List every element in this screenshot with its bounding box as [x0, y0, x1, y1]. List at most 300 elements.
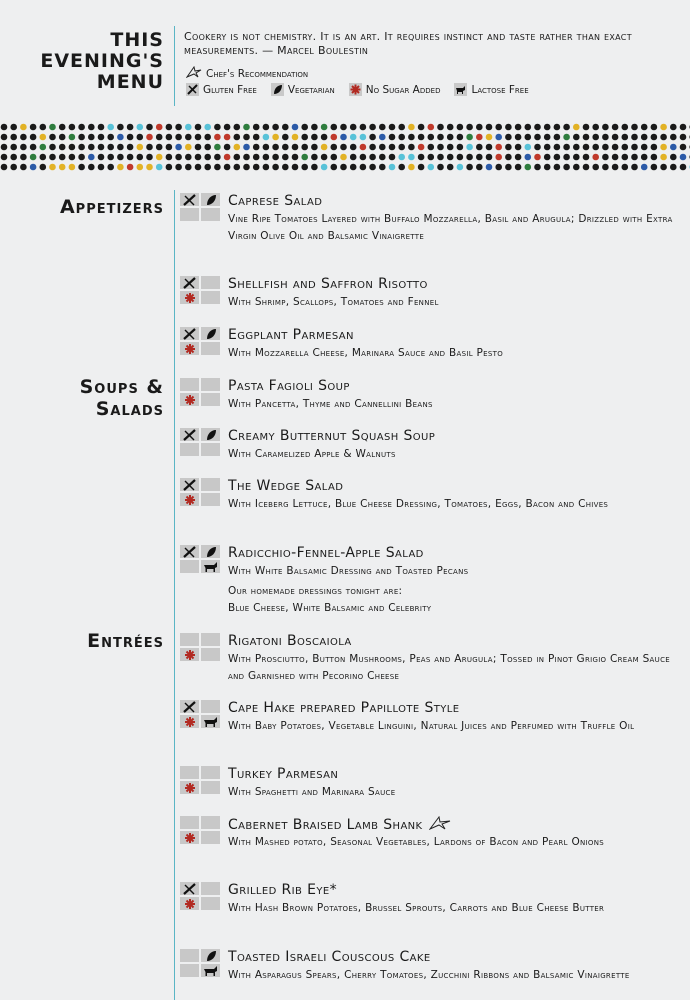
item-description: With Mozzarella Cheese, Marinara Sauce and Basil Pesto	[228, 347, 504, 359]
vegetarian-icon	[205, 950, 217, 962]
no-sugar-icon	[184, 394, 196, 406]
pattern-dot	[437, 134, 444, 141]
diet-icon-cell	[180, 276, 199, 289]
legend-gluten-free	[186, 83, 257, 96]
vegetarian-icon	[205, 546, 217, 558]
pattern-dot	[457, 164, 464, 171]
pattern-dot	[612, 164, 619, 171]
diet-icon-cell	[201, 393, 220, 406]
diet-icon-cell	[180, 964, 199, 977]
item-description: With Pancetta, Thyme and Cannellini Beans	[228, 398, 433, 410]
pattern-dot	[40, 124, 47, 131]
pattern-dot	[505, 134, 512, 141]
pattern-dot	[59, 134, 66, 141]
pattern-dot	[418, 144, 425, 151]
pattern-dot	[670, 164, 677, 171]
pattern-dot	[428, 124, 435, 131]
pattern-dot	[214, 144, 221, 151]
diet-icon-cell	[180, 327, 199, 340]
diet-icon-cell	[201, 715, 220, 728]
pattern-dot	[98, 134, 105, 141]
pattern-dot	[156, 144, 163, 151]
pattern-dot	[340, 164, 347, 171]
pattern-dot	[107, 124, 114, 131]
diet-icon-cell	[180, 545, 199, 558]
pattern-dot	[127, 164, 134, 171]
vegetarian-icon	[205, 194, 217, 206]
diet-badge	[180, 428, 220, 456]
pattern-dot	[282, 134, 289, 141]
pattern-dot	[214, 154, 221, 161]
diet-icon-cell	[180, 633, 199, 646]
lactose-free-icon	[203, 561, 219, 573]
pattern-dot	[602, 164, 609, 171]
pattern-dot	[69, 134, 76, 141]
item-description: Vine Ripe Tomatoes Layered with Buffalo Mozzarella, Basil and Arugula; Drizzled with Extra Virgin Olive Oil and Balsamic Vinaigrette	[228, 213, 673, 242]
diet-icon-cell	[180, 478, 199, 491]
pattern-dot	[137, 144, 144, 151]
pattern-dot	[253, 124, 260, 131]
pattern-dot	[253, 134, 260, 141]
pattern-dot	[166, 154, 173, 161]
pattern-dot	[234, 134, 241, 141]
pattern-dot	[544, 124, 551, 131]
pattern-dot	[534, 134, 541, 141]
diet-icon-cell	[201, 964, 220, 977]
item-name: Eggplant Parmesan	[228, 327, 354, 343]
pattern-dot	[515, 124, 522, 131]
legend	[186, 83, 543, 96]
pattern-dot	[301, 144, 308, 151]
pattern-dot	[282, 144, 289, 151]
pattern-dot	[69, 144, 76, 151]
pattern-dot	[127, 124, 134, 131]
pattern-dot	[641, 144, 648, 151]
pattern-dot	[602, 134, 609, 141]
pattern-dot	[20, 144, 27, 151]
pattern-dot	[311, 164, 318, 171]
diet-icon-cell	[201, 276, 220, 289]
diet-icon-cell	[201, 949, 220, 962]
pattern-dot	[156, 154, 163, 161]
pattern-dot	[428, 164, 435, 171]
diet-icon-cell	[180, 393, 199, 406]
pattern-dot	[476, 124, 483, 131]
pattern-dot	[612, 144, 619, 151]
pattern-dot	[243, 164, 250, 171]
pattern-dot	[137, 164, 144, 171]
pattern-dot	[505, 144, 512, 151]
pattern-dot	[631, 144, 638, 151]
item-name	[228, 816, 451, 834]
pattern-dot	[680, 154, 687, 161]
diet-badge	[180, 378, 220, 406]
pattern-dot	[544, 154, 551, 161]
section-title-soups	[0, 376, 164, 420]
pattern-dot	[437, 154, 444, 161]
pattern-dot	[185, 124, 192, 131]
pattern-dot	[10, 124, 17, 131]
pattern-dot	[107, 164, 114, 171]
pattern-dot	[30, 124, 37, 131]
section-title-appetizers: Appetizers	[59, 196, 164, 218]
pattern-dot	[1, 164, 8, 171]
pattern-dot	[59, 154, 66, 161]
pattern-dot	[59, 144, 66, 151]
pattern-dot	[660, 164, 667, 171]
pattern-dot	[389, 164, 396, 171]
pattern-dot	[660, 124, 667, 131]
diet-icon-cell	[201, 882, 220, 895]
pattern-dot	[428, 144, 435, 151]
pattern-dot	[408, 154, 415, 161]
pattern-dot	[350, 124, 357, 131]
pattern-dot	[204, 164, 211, 171]
pattern-dot	[321, 154, 328, 161]
pattern-dot	[360, 154, 367, 161]
pattern-dot	[515, 154, 522, 161]
gluten-free-icon	[186, 83, 199, 96]
pattern-dot	[544, 144, 551, 151]
diet-icon-cell	[180, 648, 199, 661]
pattern-dot	[234, 164, 241, 171]
pattern-dot	[408, 134, 415, 141]
pattern-dot	[651, 144, 658, 151]
diet-icon-cell	[201, 560, 220, 573]
pattern-dot	[389, 144, 396, 151]
pattern-dot	[525, 134, 532, 141]
pattern-dot	[631, 164, 638, 171]
pattern-dot	[20, 154, 27, 161]
pattern-dot	[641, 154, 648, 161]
section-title-line: Salads	[95, 398, 164, 420]
diet-icon-cell	[201, 342, 220, 355]
section-title-entrees: Entrées	[87, 630, 164, 652]
pattern-dot	[243, 154, 250, 161]
pattern-dot	[389, 134, 396, 141]
pattern-dot	[418, 124, 425, 131]
pattern-dot	[466, 154, 473, 161]
pattern-dot	[515, 144, 522, 151]
pattern-dot	[214, 164, 221, 171]
pattern-dot	[622, 164, 629, 171]
pattern-dot	[631, 124, 638, 131]
pattern-dot	[282, 164, 289, 171]
pattern-dot	[311, 144, 318, 151]
pattern-dot	[457, 154, 464, 161]
pattern-dot	[156, 124, 163, 131]
lactose-free-icon	[203, 965, 219, 977]
pattern-dot	[40, 164, 47, 171]
diet-icon-cell	[201, 766, 220, 779]
pattern-dot	[1, 134, 8, 141]
pattern-dot	[204, 144, 211, 151]
pattern-dot	[573, 134, 580, 141]
pattern-dot	[398, 164, 405, 171]
pattern-dot	[292, 134, 299, 141]
no-sugar-icon	[184, 343, 196, 355]
pattern-dot	[10, 164, 17, 171]
pattern-dot	[573, 124, 580, 131]
pattern-dot	[59, 164, 66, 171]
pattern-dot	[282, 154, 289, 161]
vegetarian-icon	[205, 429, 217, 441]
pattern-dot	[563, 164, 570, 171]
pattern-dot	[554, 154, 561, 161]
pattern-dot	[204, 134, 211, 141]
pattern-dot	[525, 124, 532, 131]
pattern-dot	[495, 134, 502, 141]
pattern-dot	[49, 164, 56, 171]
pattern-dot	[631, 134, 638, 141]
legend-vegetarian-label: Vegetarian	[287, 83, 335, 96]
pattern-dot	[447, 144, 454, 151]
pattern-dot	[554, 144, 561, 151]
pattern-dot	[107, 154, 114, 161]
pattern-dot	[78, 154, 85, 161]
item-description: With Hash Brown Potatoes, Brussel Sprouts, Carrots and Blue Cheese Butter	[228, 902, 605, 914]
diet-badge	[180, 700, 220, 728]
pattern-dot	[10, 144, 17, 151]
diet-badge	[180, 327, 220, 355]
pattern-dot	[98, 124, 105, 131]
pattern-dot	[234, 124, 241, 131]
diet-icon-cell	[201, 193, 220, 206]
pattern-dot	[428, 154, 435, 161]
pattern-dot	[651, 124, 658, 131]
pattern-dot	[301, 154, 308, 161]
pattern-dot	[379, 154, 386, 161]
pattern-dot	[495, 154, 502, 161]
pattern-dot	[505, 124, 512, 131]
pattern-dot	[360, 134, 367, 141]
legend-lactose-free-label: Lactose Free	[471, 83, 529, 96]
diet-badge	[180, 766, 220, 794]
diet-badge	[180, 276, 220, 304]
pattern-dot	[379, 164, 386, 171]
pattern-dot	[563, 154, 570, 161]
item-name: Shellfish and Saffron Risotto	[228, 276, 428, 292]
pattern-dot	[117, 164, 124, 171]
pattern-dot	[379, 144, 386, 151]
pattern-dot	[20, 134, 27, 141]
pattern-dot	[253, 164, 260, 171]
pattern-dot	[253, 154, 260, 161]
pattern-dot	[379, 124, 386, 131]
pattern-dot	[622, 154, 629, 161]
pattern-dot	[204, 124, 211, 131]
diet-icon-cell	[201, 378, 220, 391]
pattern-dot	[447, 154, 454, 161]
pattern-dot	[408, 144, 415, 151]
pattern-dot	[185, 134, 192, 141]
item-name-text: Cabernet Braised Lamb Shank	[228, 817, 423, 833]
pattern-dot	[88, 164, 95, 171]
pattern-dot	[98, 164, 105, 171]
pattern-dot	[311, 154, 318, 161]
pattern-dot	[583, 144, 590, 151]
pattern-dot	[263, 154, 270, 161]
pattern-dot	[340, 154, 347, 161]
pattern-dot	[622, 134, 629, 141]
pattern-dot	[486, 144, 493, 151]
pattern-dot	[127, 144, 134, 151]
pattern-dot	[243, 144, 250, 151]
pattern-dot	[166, 164, 173, 171]
pattern-dot	[554, 164, 561, 171]
item-description: With Baby Potatoes, Vegetable Linguini, Natural Juices and Perfumed with Truffle Oil	[228, 720, 635, 732]
pattern-dot	[592, 144, 599, 151]
pattern-dot	[321, 164, 328, 171]
diet-badge	[180, 633, 220, 661]
pattern-dot	[107, 134, 114, 141]
pattern-dot	[185, 154, 192, 161]
legend-gluten-free-label: Gluten Free	[203, 83, 257, 96]
pattern-dot	[292, 154, 299, 161]
pattern-dot	[476, 154, 483, 161]
pattern-dot	[486, 124, 493, 131]
pattern-dot	[243, 134, 250, 141]
pattern-dot	[641, 124, 648, 131]
pattern-dot	[602, 144, 609, 151]
pattern-dot	[670, 134, 677, 141]
pattern-dot	[340, 124, 347, 131]
pattern-dot	[166, 124, 173, 131]
pattern-dot	[670, 154, 677, 161]
pattern-dot	[146, 134, 153, 141]
legend-no-sugar-label: No Sugar Added	[365, 83, 441, 96]
pattern-dot	[10, 134, 17, 141]
diet-icon-cell	[201, 428, 220, 441]
gluten-free-icon	[182, 701, 198, 713]
pattern-dot	[127, 154, 134, 161]
item-description: With Prosciutto, Button Mushrooms, Peas and Arugula; Tossed in Pinot Grigio Cream Sauce and Garnished with Pecorino Cheese	[228, 653, 670, 682]
pattern-dot	[398, 154, 405, 161]
pattern-dot	[563, 134, 570, 141]
pattern-dot	[476, 134, 483, 141]
legend-vegetarian	[271, 83, 335, 96]
pattern-dot	[146, 164, 153, 171]
pattern-dot	[457, 124, 464, 131]
pattern-dot	[224, 164, 231, 171]
diet-badge	[180, 545, 220, 573]
item-name: Toasted Israeli Couscous Cake	[228, 949, 431, 965]
item-description: With Shrimp, Scallops, Tomatoes and Fennel	[228, 296, 439, 308]
vegetarian-icon	[271, 83, 284, 96]
pattern-dot	[534, 144, 541, 151]
pattern-dot	[340, 144, 347, 151]
pattern-dot	[525, 154, 532, 161]
pattern-dot	[418, 134, 425, 141]
pattern-dot	[360, 144, 367, 151]
diet-icon-cell	[201, 291, 220, 304]
pattern-dot	[224, 124, 231, 131]
pattern-dot	[525, 144, 532, 151]
diet-badge	[180, 478, 220, 506]
pattern-dot	[40, 144, 47, 151]
pattern-dot	[253, 144, 260, 151]
no-sugar-icon	[184, 832, 196, 844]
pattern-dot	[457, 134, 464, 141]
pattern-dot	[272, 164, 279, 171]
divider-line	[174, 190, 175, 1000]
diet-icon-cell	[180, 378, 199, 391]
dot-pattern-band	[0, 122, 690, 174]
pattern-dot	[331, 124, 338, 131]
pattern-dot	[49, 144, 56, 151]
pattern-dot	[379, 134, 386, 141]
pattern-dot	[680, 134, 687, 141]
pattern-dot	[660, 154, 667, 161]
pattern-dot	[59, 124, 66, 131]
pattern-dot	[263, 164, 270, 171]
pattern-dot	[680, 164, 687, 171]
dressing-note-line: Our homemade dressings tonight are:	[228, 585, 403, 597]
pattern-dot	[146, 154, 153, 161]
item-name: Grilled Rib Eye*	[228, 882, 338, 898]
pattern-dot	[398, 124, 405, 131]
pattern-dot	[602, 154, 609, 161]
pattern-dot	[369, 154, 376, 161]
pattern-dot	[263, 144, 270, 151]
pattern-dot	[195, 134, 202, 141]
diet-badge	[180, 949, 220, 977]
pattern-dot	[30, 164, 37, 171]
pattern-dot	[69, 164, 76, 171]
pattern-dot	[88, 144, 95, 151]
pattern-dot	[544, 134, 551, 141]
pattern-dot	[573, 144, 580, 151]
pattern-dot	[146, 144, 153, 151]
pattern-dot	[301, 124, 308, 131]
pattern-dot	[505, 154, 512, 161]
no-sugar-icon	[349, 83, 362, 96]
pattern-dot	[224, 154, 231, 161]
pattern-dot	[495, 144, 502, 151]
pattern-dot	[660, 144, 667, 151]
pattern-dot	[331, 134, 338, 141]
pattern-dot	[418, 164, 425, 171]
pattern-dot	[195, 124, 202, 131]
pattern-dot	[175, 134, 182, 141]
diet-icon-cell	[201, 493, 220, 506]
gluten-free-icon	[182, 429, 198, 441]
pattern-dot	[515, 134, 522, 141]
pattern-dot	[166, 134, 173, 141]
diet-icon-cell	[180, 700, 199, 713]
pattern-dot	[263, 134, 270, 141]
diet-icon-cell	[180, 560, 199, 573]
pattern-dot	[311, 134, 318, 141]
gluten-free-icon	[182, 479, 198, 491]
pattern-dot	[680, 144, 687, 151]
pattern-dot	[534, 164, 541, 171]
pattern-dot	[117, 154, 124, 161]
pattern-dot	[292, 164, 299, 171]
pattern-dot	[350, 144, 357, 151]
pattern-dot	[331, 164, 338, 171]
diet-icon-cell	[201, 208, 220, 221]
pattern-dot	[282, 124, 289, 131]
diet-badge	[180, 882, 220, 910]
dressing-note-line: Blue Cheese, White Balsamic and Celebrity	[228, 602, 432, 614]
pattern-dot	[544, 164, 551, 171]
pattern-dot	[78, 124, 85, 131]
pattern-dot	[563, 144, 570, 151]
pattern-dot	[301, 164, 308, 171]
diet-icon-cell	[180, 443, 199, 456]
pattern-dot	[573, 154, 580, 161]
